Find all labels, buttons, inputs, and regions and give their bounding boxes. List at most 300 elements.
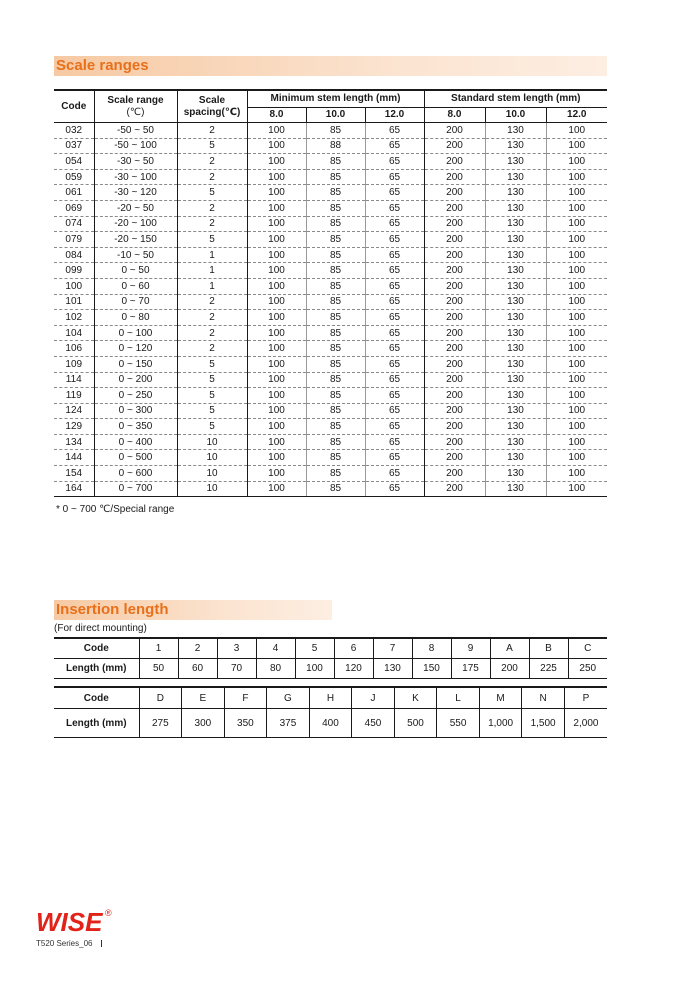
cell-scale-range: -20 ~ 150 [94, 232, 177, 248]
cell-std-12: 100 [546, 325, 607, 341]
table-row [54, 481, 607, 497]
cell-std-8: 200 [424, 356, 485, 372]
cell-std-10: 130 [485, 200, 546, 216]
cell-min-8: 100 [247, 200, 306, 216]
cell-code: 099 [54, 263, 94, 279]
length-cell: 50 [139, 659, 178, 679]
table-row [54, 419, 607, 435]
cell-min-8: 100 [247, 434, 306, 450]
cell-code: 119 [54, 388, 94, 404]
length-cell: 100 [295, 659, 334, 679]
code-cell: 8 [412, 638, 451, 659]
cell-std-8: 200 [424, 434, 485, 450]
cell-std-12: 100 [546, 372, 607, 388]
insertion-length-title: Insertion length [56, 601, 169, 618]
cell-std-10: 130 [485, 356, 546, 372]
code-row-label: Code [54, 638, 139, 659]
cell-min-12: 65 [365, 138, 424, 154]
cell-scale-range: -20 ~ 100 [94, 216, 177, 232]
code-cell: 6 [334, 638, 373, 659]
cell-std-8: 200 [424, 123, 485, 139]
cell-scale-range: 0 ~ 600 [94, 466, 177, 482]
cell-scale-spacing: 10 [177, 434, 247, 450]
cell-std-12: 100 [546, 123, 607, 139]
cell-min-8: 100 [247, 232, 306, 248]
cell-min-12: 65 [365, 388, 424, 404]
series-page-number: T520 Series_06 [36, 939, 93, 948]
length-cell: 1,500 [522, 709, 565, 738]
cell-std-10: 130 [485, 232, 546, 248]
scale-ranges-title: Scale ranges [56, 57, 149, 74]
cell-code: 129 [54, 419, 94, 435]
table-row [54, 138, 607, 154]
table-row [54, 388, 607, 404]
length-cell: 130 [373, 659, 412, 679]
table-row [54, 294, 607, 310]
cell-scale-spacing: 10 [177, 466, 247, 482]
std-stem-length-header: Standard stem length (mm) [424, 90, 607, 108]
cell-std-10: 130 [485, 247, 546, 263]
code-cell: 2 [178, 638, 217, 659]
cell-min-12: 65 [365, 169, 424, 185]
cell-min-8: 100 [247, 481, 306, 497]
cell-std-8: 200 [424, 216, 485, 232]
cell-std-10: 130 [485, 481, 546, 497]
cell-std-10: 130 [485, 154, 546, 170]
length-cell: 275 [139, 709, 182, 738]
cell-min-12: 65 [365, 419, 424, 435]
cell-scale-spacing: 1 [177, 278, 247, 294]
cell-scale-range: 0 ~ 50 [94, 263, 177, 279]
cell-std-12: 100 [546, 403, 607, 419]
cell-min-8: 100 [247, 372, 306, 388]
cell-min-8: 100 [247, 341, 306, 357]
cell-min-10: 85 [306, 419, 365, 435]
code-cell: L [437, 687, 480, 709]
cell-min-8: 100 [247, 450, 306, 466]
length-cell: 550 [437, 709, 480, 738]
cell-min-12: 65 [365, 434, 424, 450]
cell-std-10: 130 [485, 341, 546, 357]
std-diameter-8: 8.0 [424, 108, 485, 123]
code-cell: E [182, 687, 225, 709]
cell-std-12: 100 [546, 356, 607, 372]
cell-code: 106 [54, 341, 94, 357]
min-stem-length-header: Minimum stem length (mm) [247, 90, 424, 108]
cell-scale-range: 0 ~ 250 [94, 388, 177, 404]
cell-std-10: 130 [485, 294, 546, 310]
cell-min-8: 100 [247, 247, 306, 263]
cell-min-12: 65 [365, 294, 424, 310]
cell-code: 069 [54, 200, 94, 216]
code-cell: J [352, 687, 395, 709]
length-cell: 300 [182, 709, 225, 738]
length-cell: 250 [568, 659, 607, 679]
cell-min-10: 85 [306, 200, 365, 216]
table-row [54, 310, 607, 326]
cell-std-10: 130 [485, 325, 546, 341]
scale-spacing-unit: spacing(℃) [183, 106, 241, 118]
cell-std-8: 200 [424, 450, 485, 466]
cell-code: 144 [54, 450, 94, 466]
cell-min-12: 65 [365, 123, 424, 139]
cell-std-10: 130 [485, 310, 546, 326]
cell-min-12: 65 [365, 263, 424, 279]
cell-std-12: 100 [546, 169, 607, 185]
cell-min-12: 65 [365, 325, 424, 341]
cell-min-10: 85 [306, 278, 365, 294]
insertion-length-row [54, 709, 607, 738]
table-row [54, 169, 607, 185]
cell-std-12: 100 [546, 232, 607, 248]
table-row [54, 200, 607, 216]
std-diameter-12: 12.0 [546, 108, 607, 123]
cell-code: 079 [54, 232, 94, 248]
code-cell: G [267, 687, 310, 709]
cell-code: 061 [54, 185, 94, 201]
cell-std-8: 200 [424, 278, 485, 294]
length-cell: 400 [309, 709, 352, 738]
table-row [54, 356, 607, 372]
cell-code: 074 [54, 216, 94, 232]
cell-std-12: 100 [546, 154, 607, 170]
cell-min-10: 85 [306, 185, 365, 201]
scale-spacing-label: Scale [198, 94, 226, 106]
cell-std-12: 100 [546, 138, 607, 154]
length-cell: 80 [256, 659, 295, 679]
cell-code: 100 [54, 278, 94, 294]
cell-std-10: 130 [485, 450, 546, 466]
cell-scale-spacing: 2 [177, 169, 247, 185]
cell-min-10: 85 [306, 294, 365, 310]
cell-scale-spacing: 2 [177, 325, 247, 341]
cell-min-12: 65 [365, 200, 424, 216]
cell-min-12: 65 [365, 310, 424, 326]
cell-scale-range: -30 ~ 100 [94, 169, 177, 185]
cell-min-8: 100 [247, 216, 306, 232]
cell-scale-spacing: 2 [177, 216, 247, 232]
cell-std-10: 130 [485, 138, 546, 154]
scale-ranges-table [54, 89, 607, 497]
code-cell: 3 [217, 638, 256, 659]
cell-scale-spacing: 5 [177, 403, 247, 419]
cell-std-12: 100 [546, 341, 607, 357]
cell-scale-spacing: 5 [177, 419, 247, 435]
cell-scale-spacing: 5 [177, 388, 247, 404]
length-cell: 70 [217, 659, 256, 679]
cell-std-8: 200 [424, 419, 485, 435]
std-diameter-10: 10.0 [485, 108, 546, 123]
cell-scale-spacing: 5 [177, 185, 247, 201]
scale-table-body [54, 123, 607, 497]
cell-std-12: 100 [546, 466, 607, 482]
cell-std-8: 200 [424, 372, 485, 388]
cell-min-8: 100 [247, 123, 306, 139]
cell-code: 084 [54, 247, 94, 263]
length-cell: 225 [529, 659, 568, 679]
cell-scale-range: -10 ~ 50 [94, 247, 177, 263]
cell-min-10: 85 [306, 434, 365, 450]
code-cell: P [564, 687, 607, 709]
table-row [54, 325, 607, 341]
cell-scale-spacing: 1 [177, 263, 247, 279]
cell-std-10: 130 [485, 419, 546, 435]
cell-std-10: 130 [485, 388, 546, 404]
page-label [36, 939, 102, 948]
cell-std-12: 100 [546, 247, 607, 263]
table-row [54, 263, 607, 279]
cell-min-10: 85 [306, 450, 365, 466]
length-cell: 150 [412, 659, 451, 679]
cell-std-12: 100 [546, 481, 607, 497]
length-cell: 200 [490, 659, 529, 679]
scale-range-unit: (℃) [126, 106, 145, 118]
cell-min-10: 85 [306, 325, 365, 341]
table-row [54, 154, 607, 170]
cell-scale-range: 0 ~ 400 [94, 434, 177, 450]
cell-scale-range: 0 ~ 300 [94, 403, 177, 419]
length-cell: 350 [224, 709, 267, 738]
cell-std-8: 200 [424, 294, 485, 310]
cell-std-10: 130 [485, 216, 546, 232]
length-cell: 175 [451, 659, 490, 679]
cell-std-8: 200 [424, 466, 485, 482]
code-cell: 9 [451, 638, 490, 659]
wise-logo-mark [36, 907, 116, 937]
cell-min-12: 65 [365, 341, 424, 357]
cell-std-8: 200 [424, 138, 485, 154]
insertion-length-table-1 [54, 637, 607, 679]
cell-std-8: 200 [424, 388, 485, 404]
table-row [54, 403, 607, 419]
page-separator [101, 940, 102, 947]
code-cell: D [139, 687, 182, 709]
cell-min-12: 65 [365, 466, 424, 482]
cell-std-12: 100 [546, 310, 607, 326]
cell-std-12: 100 [546, 419, 607, 435]
code-cell: 4 [256, 638, 295, 659]
code-cell: B [529, 638, 568, 659]
cell-code: 164 [54, 481, 94, 497]
cell-scale-range: 0 ~ 60 [94, 278, 177, 294]
cell-std-8: 200 [424, 341, 485, 357]
length-cell: 120 [334, 659, 373, 679]
cell-min-12: 65 [365, 278, 424, 294]
cell-scale-spacing: 10 [177, 450, 247, 466]
cell-std-8: 200 [424, 247, 485, 263]
cell-std-12: 100 [546, 216, 607, 232]
insertion-subtitle: (For direct mounting) [54, 623, 147, 634]
cell-min-8: 100 [247, 294, 306, 310]
code-cell: 1 [139, 638, 178, 659]
cell-min-8: 100 [247, 419, 306, 435]
cell-scale-range: 0 ~ 700 [94, 481, 177, 497]
cell-min-12: 65 [365, 232, 424, 248]
cell-min-8: 100 [247, 325, 306, 341]
cell-scale-spacing: 5 [177, 232, 247, 248]
cell-min-8: 100 [247, 263, 306, 279]
min-diameter-8: 8.0 [247, 108, 306, 123]
cell-scale-range: 0 ~ 150 [94, 356, 177, 372]
table-row [54, 372, 607, 388]
cell-min-8: 100 [247, 388, 306, 404]
cell-std-10: 130 [485, 169, 546, 185]
cell-min-12: 65 [365, 372, 424, 388]
length-cell: 60 [178, 659, 217, 679]
length-cell: 450 [352, 709, 395, 738]
col-code-header: Code [61, 100, 87, 112]
cell-std-8: 200 [424, 310, 485, 326]
cell-std-8: 200 [424, 169, 485, 185]
cell-code: 134 [54, 434, 94, 450]
cell-code: 054 [54, 154, 94, 170]
code-cell: 5 [295, 638, 334, 659]
cell-std-10: 130 [485, 185, 546, 201]
cell-scale-range: 0 ~ 80 [94, 310, 177, 326]
scale-ranges-header-bar [54, 56, 607, 76]
code-cell: 7 [373, 638, 412, 659]
cell-scale-spacing: 5 [177, 356, 247, 372]
cell-std-8: 200 [424, 325, 485, 341]
cell-std-12: 100 [546, 278, 607, 294]
cell-min-10: 85 [306, 481, 365, 497]
cell-min-10: 85 [306, 263, 365, 279]
cell-scale-range: 0 ~ 350 [94, 419, 177, 435]
cell-code: 109 [54, 356, 94, 372]
cell-code: 102 [54, 310, 94, 326]
cell-min-8: 100 [247, 403, 306, 419]
cell-std-10: 130 [485, 403, 546, 419]
cell-std-12: 100 [546, 294, 607, 310]
cell-std-12: 100 [546, 263, 607, 279]
cell-std-8: 200 [424, 481, 485, 497]
length-cell: 2,000 [564, 709, 607, 738]
cell-scale-range: -20 ~ 50 [94, 200, 177, 216]
cell-min-10: 85 [306, 123, 365, 139]
cell-scale-spacing: 2 [177, 154, 247, 170]
cell-min-10: 85 [306, 372, 365, 388]
cell-std-8: 200 [424, 200, 485, 216]
cell-min-8: 100 [247, 356, 306, 372]
cell-min-10: 85 [306, 169, 365, 185]
scale-footnote: * 0 ~ 700 ℃/Special range [56, 504, 175, 515]
cell-std-12: 100 [546, 450, 607, 466]
cell-std-10: 130 [485, 123, 546, 139]
cell-scale-spacing: 5 [177, 138, 247, 154]
cell-scale-spacing: 5 [177, 372, 247, 388]
cell-min-10: 85 [306, 403, 365, 419]
code-cell: F [224, 687, 267, 709]
length-row-label: Length (mm) [66, 717, 127, 729]
cell-min-10: 85 [306, 466, 365, 482]
col-scale-spacing-header [177, 90, 247, 123]
table-row [54, 341, 607, 357]
cell-scale-range: -50 ~ 50 [94, 123, 177, 139]
cell-code: 059 [54, 169, 94, 185]
cell-min-8: 100 [247, 310, 306, 326]
scale-range-label: Scale range [107, 94, 164, 106]
registered-mark: ® [105, 908, 112, 918]
cell-scale-spacing: 10 [177, 481, 247, 497]
table-row [54, 450, 607, 466]
code-cell: A [490, 638, 529, 659]
cell-min-12: 65 [365, 403, 424, 419]
cell-std-10: 130 [485, 278, 546, 294]
cell-scale-range: 0 ~ 70 [94, 294, 177, 310]
min-diameter-10: 10.0 [306, 108, 365, 123]
cell-std-8: 200 [424, 263, 485, 279]
cell-std-12: 100 [546, 200, 607, 216]
cell-min-10: 85 [306, 341, 365, 357]
cell-scale-spacing: 2 [177, 341, 247, 357]
cell-code: 104 [54, 325, 94, 341]
cell-scale-range: 0 ~ 120 [94, 341, 177, 357]
cell-code: 124 [54, 403, 94, 419]
table-row [54, 278, 607, 294]
cell-scale-range: -30 ~ 50 [94, 154, 177, 170]
cell-std-8: 200 [424, 232, 485, 248]
min-diameter-12: 12.0 [365, 108, 424, 123]
length-cell: 375 [267, 709, 310, 738]
insertion-code-row [54, 687, 607, 709]
code-cell: N [522, 687, 565, 709]
cell-min-12: 65 [365, 185, 424, 201]
cell-min-10: 85 [306, 154, 365, 170]
code-row-label: Code [54, 687, 139, 709]
cell-scale-range: -50 ~ 100 [94, 138, 177, 154]
cell-code: 101 [54, 294, 94, 310]
col-scale-range-header [94, 90, 177, 123]
cell-min-12: 65 [365, 356, 424, 372]
cell-min-8: 100 [247, 138, 306, 154]
cell-scale-spacing: 2 [177, 294, 247, 310]
cell-min-12: 65 [365, 247, 424, 263]
cell-min-10: 85 [306, 232, 365, 248]
cell-code: 154 [54, 466, 94, 482]
cell-min-8: 100 [247, 154, 306, 170]
cell-std-12: 100 [546, 388, 607, 404]
cell-std-10: 130 [485, 434, 546, 450]
insertion-length-header-bar [54, 600, 332, 620]
cell-scale-spacing: 2 [177, 123, 247, 139]
table-row [54, 232, 607, 248]
length-cell: 1,000 [479, 709, 522, 738]
insertion-length-row [54, 659, 607, 679]
cell-std-8: 200 [424, 185, 485, 201]
cell-min-10: 85 [306, 216, 365, 232]
cell-std-8: 200 [424, 154, 485, 170]
table-row [54, 247, 607, 263]
table-row [54, 216, 607, 232]
cell-min-8: 100 [247, 185, 306, 201]
cell-scale-spacing: 2 [177, 200, 247, 216]
cell-std-10: 130 [485, 263, 546, 279]
table-row [54, 185, 607, 201]
logo-wordmark: WISE [36, 907, 103, 937]
cell-min-10: 85 [306, 310, 365, 326]
cell-min-12: 65 [365, 481, 424, 497]
cell-scale-range: 0 ~ 200 [94, 372, 177, 388]
cell-std-8: 200 [424, 403, 485, 419]
cell-min-12: 65 [365, 216, 424, 232]
cell-scale-spacing: 2 [177, 310, 247, 326]
insertion-code-row [54, 638, 607, 659]
cell-scale-range: 0 ~ 100 [94, 325, 177, 341]
cell-min-8: 100 [247, 466, 306, 482]
table-row [54, 466, 607, 482]
cell-scale-spacing: 1 [177, 247, 247, 263]
cell-min-12: 65 [365, 450, 424, 466]
